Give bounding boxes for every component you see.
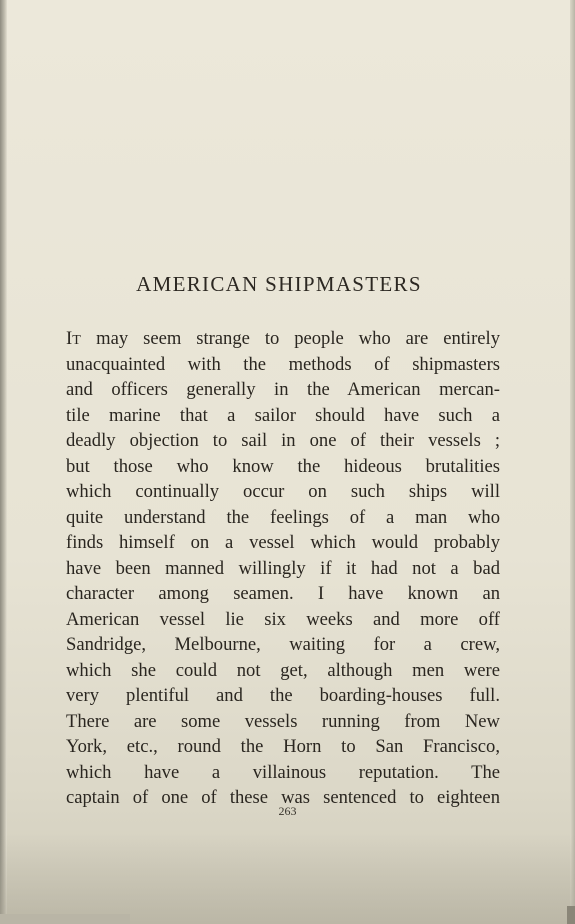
text-line-2: unacquainted with the methods of shipmasters	[66, 353, 500, 375]
line-text: may seem strange to people who are entirely	[81, 328, 500, 349]
text-line-9: finds himself on a vessel which would probably	[66, 532, 500, 553]
text-line-6: but those who know the hideous brutalities	[66, 455, 500, 477]
text-line-12: American vessel lie six weeks and more off	[66, 608, 500, 630]
text-line-3: and officers generally in the American mercan-	[66, 379, 500, 400]
text-line-10: have been manned willingly if it had not a bad	[66, 557, 500, 579]
body-text	[66, 326, 500, 811]
scan-bottom-bar	[0, 914, 130, 924]
text-line-14: which she could not get, although men were	[66, 659, 500, 681]
text-line-5: deadly objection to sail in one of their vessels ;	[66, 430, 500, 451]
small-caps: T	[72, 333, 82, 348]
text-line-11: character among seamen. I have known an	[66, 583, 500, 604]
text-line-1	[66, 326, 500, 352]
page-right-edge	[570, 0, 575, 924]
scan-corner-mark	[567, 906, 575, 924]
drop-cap: I	[66, 328, 73, 349]
text-line-18: which have a villainous reputation. The	[66, 761, 500, 783]
text-line-7: which continually occur on such ships will	[66, 481, 500, 502]
text-line-15: very plentiful and the boarding-houses full.	[66, 685, 500, 706]
text-line-16: There are some vessels running from New	[66, 710, 500, 732]
chapter-title: AMERICAN SHIPMASTERS	[136, 272, 422, 296]
text-line-13: Sandridge, Melbourne, waiting for a crew,	[66, 634, 500, 655]
page-bottom-shadow	[0, 834, 575, 924]
text-line-8: quite understand the feelings of a man who	[66, 506, 500, 528]
text-line-19: captain of one of these was sentenced to eighteen	[66, 787, 500, 808]
text-line-17: York, etc., round the Horn to San Francisco,	[66, 736, 500, 757]
text-line-4: tile marine that a sailor should have such a	[66, 404, 500, 426]
page-left-edge	[0, 0, 7, 924]
page-number: 263	[278, 804, 297, 818]
